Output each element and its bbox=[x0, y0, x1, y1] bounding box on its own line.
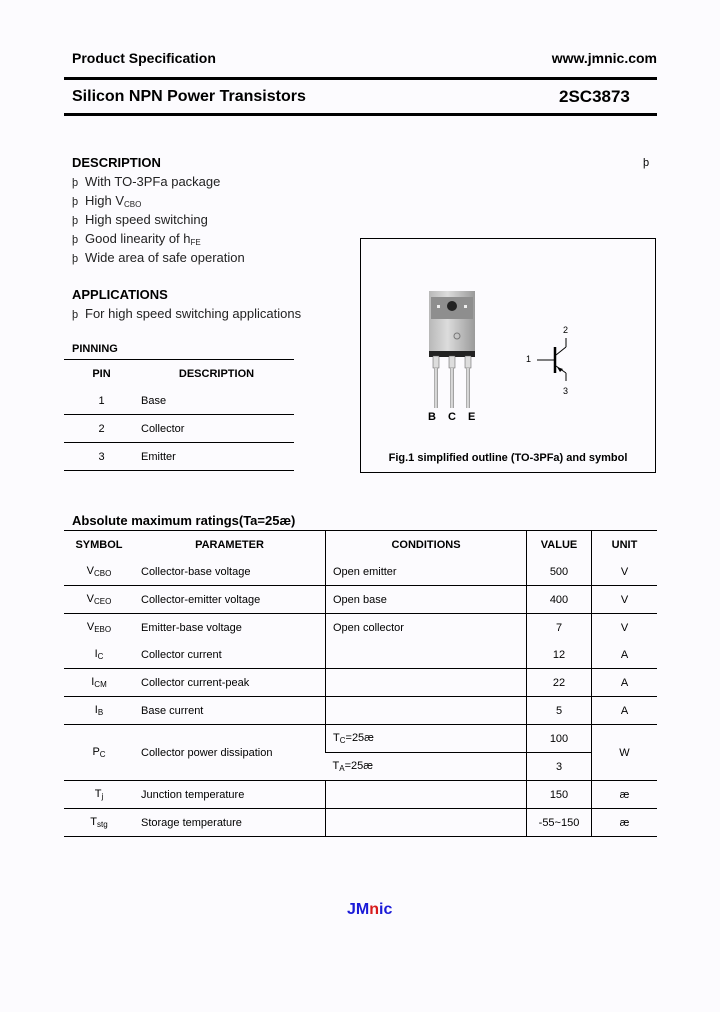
bullet-icon: þ bbox=[72, 309, 79, 321]
pin-label-c: C bbox=[448, 411, 456, 423]
transistor-package-illustration bbox=[361, 239, 657, 449]
pin-label-e: E bbox=[468, 411, 476, 423]
table-row: $T_j$ Junction temperature 150 æ bbox=[64, 781, 657, 809]
symbol-label-base: 1 bbox=[526, 354, 532, 364]
description-item: þ High speed switching bbox=[72, 212, 208, 227]
table-row: 1 Base bbox=[64, 387, 294, 415]
table-row: $V_{CEO}$ Collector-emitter voltage Open base 400 V bbox=[64, 586, 657, 614]
document-title: Silicon NPN Power Transistors bbox=[72, 88, 306, 105]
figure-caption: Fig.1 simplified outline (TO-3PFa) and symbol bbox=[388, 452, 628, 464]
jmnic-logo: JMnic bbox=[347, 901, 393, 918]
table-row: $I_{CM}$ Collector current-peak 22 A bbox=[64, 669, 657, 697]
table-row: $T_{stg}$ Storage temperature -55~150 æ bbox=[64, 809, 657, 837]
bullet-icon: þ bbox=[72, 215, 79, 227]
table-row: $P_C$ Collector power dissipation $T_C=25æ$ 100 W bbox=[64, 725, 657, 753]
bullet-icon: þ bbox=[72, 234, 79, 246]
column-header-description: DESCRIPTION bbox=[178, 367, 255, 380]
ratings-table bbox=[64, 530, 657, 837]
header-rule-top bbox=[64, 77, 657, 80]
table-row: $V_{CBO}$ Collector-base voltage Open emitter 500 V bbox=[64, 558, 657, 586]
applications-heading: APPLICATIONS bbox=[72, 287, 168, 302]
table-row: $I_B$ Base current 5 A bbox=[64, 697, 657, 725]
table-row: $I_C$ Collector current 12 A bbox=[64, 641, 657, 669]
description-item: þ High $V_{CBO}$ bbox=[72, 193, 142, 209]
symbol-label-collector: 2 bbox=[563, 325, 569, 335]
pin-label-b: B bbox=[428, 411, 436, 423]
pinning-heading: PINNING bbox=[72, 343, 118, 355]
pinning-header-row bbox=[64, 360, 294, 388]
pinning-table bbox=[64, 359, 294, 471]
table-row: 3 Emitter bbox=[64, 443, 294, 471]
bullet-icon: þ bbox=[72, 196, 79, 208]
ratings-header-row: SYMBOL PARAMETER CONDITIONS VALUE UNIT bbox=[64, 531, 657, 559]
description-item: þ Wide area of safe operation bbox=[72, 250, 245, 265]
website-link[interactable]: www.jmnic.com bbox=[551, 50, 657, 66]
part-number: 2SC3873 bbox=[559, 87, 630, 106]
bullet-icon: þ bbox=[72, 253, 79, 265]
description-item: þ With TO-3PFa package bbox=[72, 174, 221, 189]
symbol-label-emitter: 3 bbox=[563, 386, 569, 396]
table-row: 2 Collector bbox=[64, 415, 294, 443]
description-item: þ Good linearity of $h_{FE}$ bbox=[72, 231, 201, 247]
description-heading: DESCRIPTION bbox=[72, 155, 161, 170]
bullet-icon: þ bbox=[72, 177, 79, 189]
stray-glyph: þ bbox=[643, 157, 650, 169]
column-header-pin: PIN bbox=[92, 367, 111, 380]
table-row: $V_{EBO}$ Emitter-base voltage Open collector 7 V bbox=[64, 614, 657, 642]
table-row: $T_A=25æ$ 3 bbox=[64, 753, 657, 781]
ratings-heading: Absolute maximum ratings(Ta=25æ) bbox=[72, 513, 296, 528]
npn-transistor-symbol-icon bbox=[531, 329, 581, 399]
doc-type-label: Product Specification bbox=[72, 50, 216, 66]
figure-box bbox=[360, 238, 656, 473]
application-item: þ For high speed switching applications bbox=[72, 306, 302, 321]
header-rule-bottom bbox=[64, 113, 657, 116]
